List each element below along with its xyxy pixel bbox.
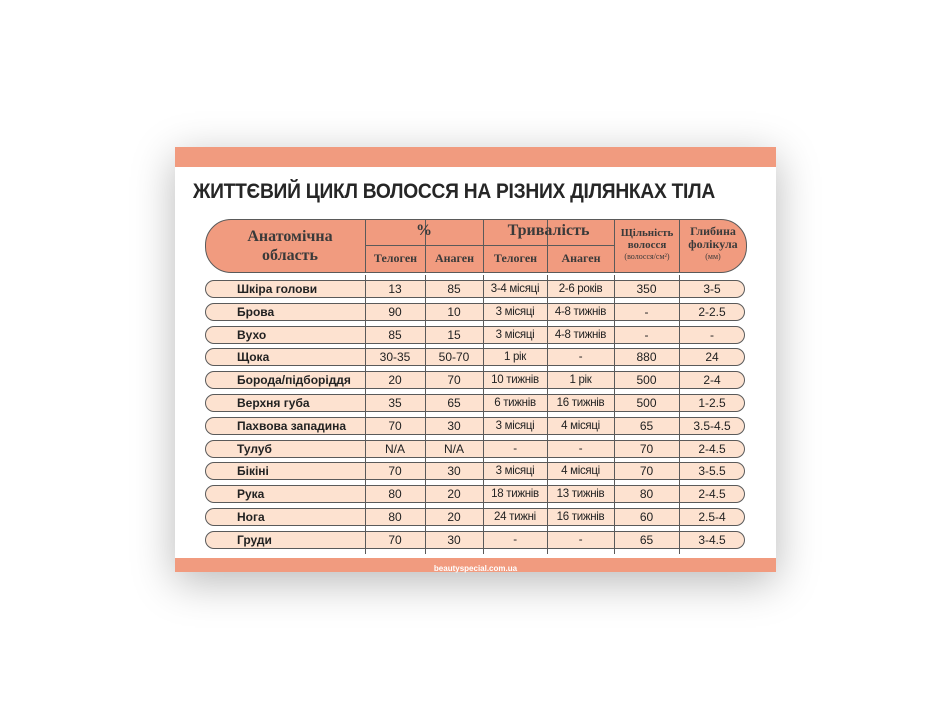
cell-area: Вухо xyxy=(237,327,267,342)
cell-area: Нога xyxy=(237,510,265,524)
header-area-line: Анатомічна xyxy=(247,228,333,245)
cell-pct-anagen: 20 xyxy=(447,510,461,524)
cell-density: 500 xyxy=(636,373,657,388)
header-area xyxy=(215,227,365,265)
cell-density: 60 xyxy=(639,510,654,524)
cell-area: Груди xyxy=(237,532,272,547)
cell-density: 70 xyxy=(639,464,654,479)
cell-pct-anagen: 20 xyxy=(447,487,461,502)
cell-depth: 2-2.5 xyxy=(698,304,726,319)
cell-dur-telogen: 1 рік xyxy=(503,351,527,364)
cell-density: 350 xyxy=(636,282,657,296)
cell-area: Шкіра голови xyxy=(237,282,318,296)
footer-website: beautyspecial.com.ua xyxy=(433,564,518,573)
cell-pct-anagen: 85 xyxy=(447,282,461,296)
cell-dur-telogen: 18 тижнів xyxy=(491,488,539,501)
cell-density: 70 xyxy=(639,441,654,456)
cell-dur-telogen: 3-4 місяці xyxy=(490,283,540,295)
cell-dur-telogen: 3 місяці xyxy=(495,419,535,432)
cell-pct-telogen: 20 xyxy=(388,373,402,388)
cell-pct-telogen: N/A xyxy=(384,441,405,456)
cell-dur-anagen: 4-8 тижнів xyxy=(554,328,607,341)
cell-area: Рука xyxy=(237,487,265,502)
table-row xyxy=(205,326,745,344)
cell-density: 65 xyxy=(639,532,654,547)
table-row xyxy=(205,462,745,480)
header-depth-unit: (мм) xyxy=(705,252,721,261)
cell-pct-telogen: 70 xyxy=(388,464,402,479)
cell-depth: 3-5 xyxy=(703,282,721,296)
header-density-line: волосся xyxy=(627,239,667,251)
cell-density: 500 xyxy=(636,396,657,410)
cell-pct-telogen: 90 xyxy=(388,304,402,319)
cell-dur-telogen: 10 тижнів xyxy=(491,374,539,387)
cell-pct-anagen: 65 xyxy=(447,396,461,410)
cell-depth: 24 xyxy=(705,350,719,365)
cell-pct-anagen: 10 xyxy=(447,304,461,319)
header-pct-anagen: Анаген xyxy=(434,251,475,265)
table-row xyxy=(205,303,745,321)
cell-density: 880 xyxy=(636,350,657,365)
header-depth-line: фолікула xyxy=(688,237,738,251)
cell-depth: 3-5.5 xyxy=(698,464,726,479)
cell-pct-anagen: 70 xyxy=(447,373,461,388)
header-area-line: область xyxy=(262,247,318,264)
cell-dur-telogen: 3 місяці xyxy=(495,328,535,341)
cell-dur-anagen: 2-6 років xyxy=(558,283,603,295)
table-row xyxy=(205,417,745,435)
cell-depth: 3.5-4.5 xyxy=(693,418,731,433)
cell-pct-telogen: 30-35 xyxy=(379,350,411,365)
cell-pct-telogen: 80 xyxy=(388,487,402,502)
cell-pct-anagen: 50-70 xyxy=(438,350,470,365)
cell-density: 80 xyxy=(639,487,654,502)
cell-dur-telogen: 3 місяці xyxy=(495,305,535,318)
table-row xyxy=(205,485,745,503)
cell-dur-anagen: 4 місяці xyxy=(561,465,600,478)
cell-area: Верхня губа xyxy=(237,396,310,410)
cell-pct-anagen: N/A xyxy=(443,441,464,456)
cell-area: Борода/підборіддя xyxy=(237,373,351,388)
cell-depth: - xyxy=(710,327,714,342)
header-dur-anagen: Анаген xyxy=(561,251,601,265)
cell-dur-anagen: - xyxy=(578,351,583,364)
bottom-band xyxy=(175,558,776,572)
cell-pct-telogen: 35 xyxy=(388,396,402,410)
cell-pct-anagen: 15 xyxy=(447,327,461,342)
cell-depth: 2-4.5 xyxy=(698,441,726,456)
table-row xyxy=(205,371,745,389)
cell-depth: 2-4 xyxy=(703,373,721,388)
cell-dur-anagen: 4 місяці xyxy=(561,419,600,432)
cell-dur-telogen: 6 тижнів xyxy=(494,397,536,409)
cell-dur-anagen: - xyxy=(578,533,583,546)
header-density xyxy=(615,227,679,262)
header-percent: % xyxy=(416,222,432,239)
cell-pct-telogen: 13 xyxy=(388,282,402,296)
cell-area: Брова xyxy=(237,304,275,319)
cell-depth: 1-2.5 xyxy=(698,396,726,410)
cell-dur-telogen: - xyxy=(513,442,517,455)
cell-pct-anagen: 30 xyxy=(447,464,461,479)
cell-pct-telogen: 80 xyxy=(388,510,402,524)
cell-depth: 2-4.5 xyxy=(698,487,726,502)
cell-area: Щока xyxy=(237,350,270,365)
cell-dur-anagen: 1 рік xyxy=(569,374,592,387)
cell-pct-telogen: 70 xyxy=(388,418,402,433)
header-dur-telogen: Телоген xyxy=(493,251,538,265)
cell-depth: 2.5-4 xyxy=(698,510,726,524)
cell-pct-telogen: 85 xyxy=(388,327,402,342)
header-duration: Тривалість xyxy=(507,222,590,239)
cell-dur-telogen: 3 місяці xyxy=(495,465,535,478)
header-depth-line: Глибина xyxy=(690,224,736,238)
cell-dur-anagen: 4-8 тижнів xyxy=(554,305,607,318)
cell-area: Тулуб xyxy=(237,441,272,456)
cell-depth: 3-4.5 xyxy=(698,532,726,547)
top-band xyxy=(175,147,776,167)
cell-dur-anagen: 16 тижнів xyxy=(556,511,605,523)
header-density-unit: (волосся/см²) xyxy=(624,252,670,261)
cell-dur-telogen: - xyxy=(513,533,517,546)
poster-card xyxy=(175,147,776,572)
header-subdivider xyxy=(365,245,614,246)
header-pct-telogen: Телоген xyxy=(373,251,418,265)
table-row xyxy=(205,348,745,366)
cell-pct-anagen: 30 xyxy=(447,532,461,547)
cell-dur-telogen: 24 тижні xyxy=(494,511,536,523)
cell-pct-telogen: 70 xyxy=(388,532,402,547)
cell-area: Бікіні xyxy=(237,464,269,479)
poster-title: ЖИТТЄВИЙ ЦИКЛ ВОЛОССЯ НА РІЗНИХ ДІЛЯНКАХ ТІЛА xyxy=(193,180,715,203)
header-density-line: Щільність xyxy=(620,227,674,239)
cell-dur-anagen: - xyxy=(578,442,583,455)
table-row xyxy=(205,440,745,458)
table-row xyxy=(205,280,745,298)
cell-pct-anagen: 30 xyxy=(447,418,461,433)
table-row xyxy=(205,508,745,526)
table-row xyxy=(205,531,745,549)
table-row xyxy=(205,394,745,412)
cell-dur-anagen: 16 тижнів xyxy=(556,397,605,409)
cell-density: - xyxy=(644,327,649,342)
cell-area: Пахвова западина xyxy=(237,418,347,433)
cell-density: - xyxy=(644,304,649,319)
cell-dur-anagen: 13 тижнів xyxy=(556,488,605,501)
header-depth xyxy=(680,225,746,262)
cell-density: 65 xyxy=(639,418,654,433)
